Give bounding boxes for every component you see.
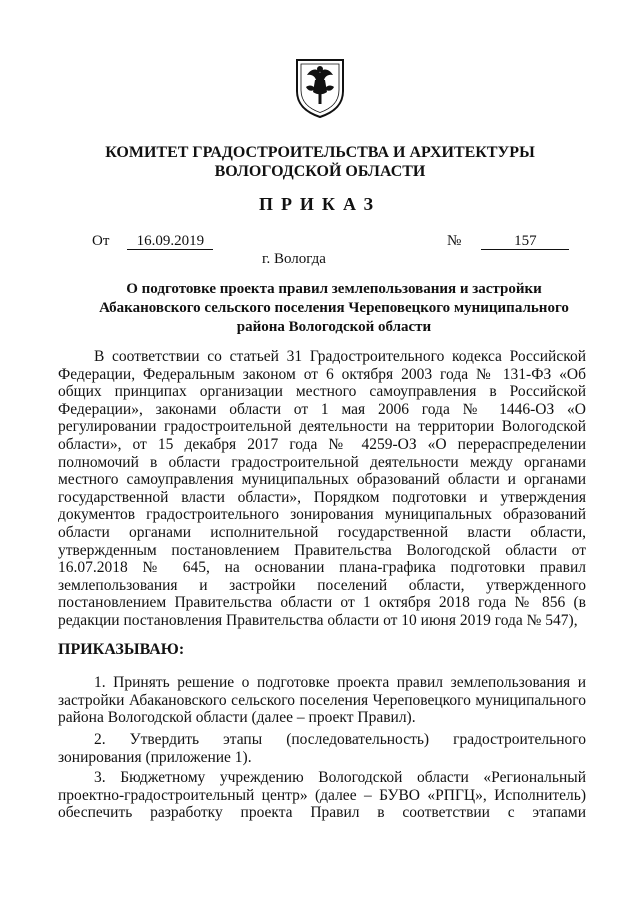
order-item-1: 1. Принять решение о подготовке проекта правил землепользования и застройки Абакановского сельского поселения Череповецкого муниципального района Вологодской области (далее – проект Правил). <box>58 674 586 727</box>
number-value: 157 <box>481 234 569 250</box>
order-item-2: 2. Утвердить этапы (последовательность) градостроительного зонирования (приложение 1). <box>58 731 586 766</box>
date-field <box>92 232 213 250</box>
coat-of-arms-icon <box>294 57 346 119</box>
date-value: 16.09.2019 <box>127 234 213 250</box>
number-label: № <box>447 233 462 249</box>
number-field <box>447 232 569 250</box>
org-line-1: КОМИТЕТ ГРАДОСТРОИТЕЛЬСТВА И АРХИТЕКТУРЫ <box>105 144 535 161</box>
order-item-3: 3. Бюджетному учреждению Вологодской области «Региональный проектно-градостроительный центр» (далее – БУВО «РПГЦ», Исполнитель) обеспечить разработку проекта Правил в соответствии с этапами <box>58 769 586 822</box>
order-subject: О подготовке проекта правил землепользования и застройки Абакановского сельского поселения Череповецкого муниципального района Вологодской области <box>99 281 569 335</box>
document-type: ПРИКАЗ <box>258 194 382 214</box>
city: г. Вологда <box>262 251 326 267</box>
date-label: От <box>92 233 110 249</box>
org-line-2: ВОЛОГОДСКОЙ ОБЛАСТИ <box>214 163 426 180</box>
issuing-authority <box>60 143 580 181</box>
order-word: ПРИКАЗЫВАЮ: <box>58 641 185 658</box>
preamble-paragraph: В соответствии со статьей 31 Градостроительного кодекса Российской Федерации, Федеральным законом от 6 октября 2003 года № 131-ФЗ «Об общих принципах организации местного самоуправления в Российской Федерации», законами области от 1 мая 2006 года № 1446-ОЗ «О регулировании градостроительной деятельности на территории Вологодской области», от 15 декабря 2017 года № 4259-ОЗ «О перераспределении полномочий в области градостроительной деятельности между органами местного самоуправления муниципальных образований области и органами государственной власти области», Порядком подготовки и утверждения документов градостроительного зонирования муниципальных образований области органами исполнительной государственной власти области, утвержденным постановлением Правительства Вологодской области от 16.07.2018 № 645, на основании плана-графика подготовки правил землепользования и застройки поселений области, утвержденного постановлением Правительства области от 1 октября 2018 года № 856 (в редакции постановления Правительства области от 10 июня 2019 года № 547), <box>58 348 586 629</box>
